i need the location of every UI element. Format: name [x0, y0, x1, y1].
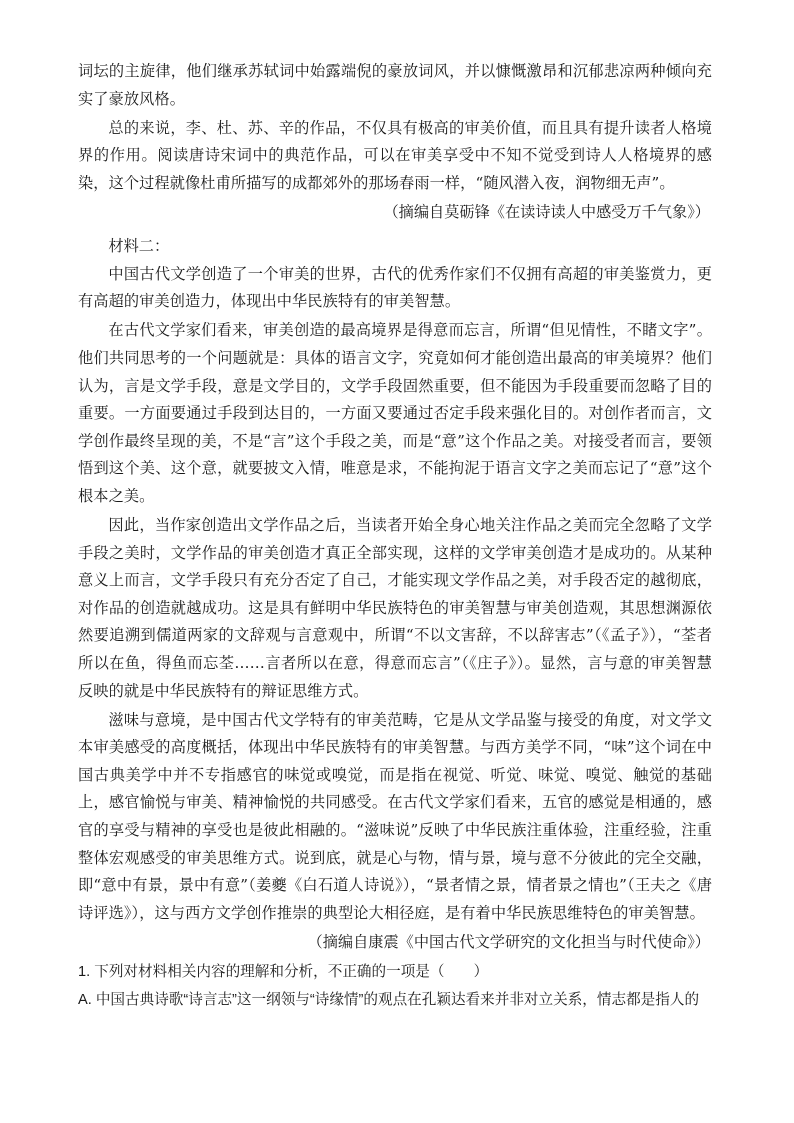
paragraph-material-2-1: 中国古代文学创造了一个审美的世界，古代的优秀作家们不仅拥有高超的审美鉴赏力，更有高超的审美创造力，体现出中华民族特有的审美智慧。: [78, 264, 712, 311]
question-1-stem: 1. 下列对材料相关内容的理解和分析，不正确的一项是（ ）: [78, 964, 489, 980]
source-citation-2: （摘编自康震《中国古代文学研究的文化担当与时代使命》）: [307, 933, 710, 952]
paragraph-summary: 总的来说，李、杜、苏、辛的作品，不仅具有极高的审美价值，而且具有提升读者人格境界的作用。阅读唐诗宋词中的典范作品，可以在审美享受中不知不觉受到诗人人格境界的感染，这个过程就像杜甫所描写的成都郊外的那场春雨一样，“随风潜入夜，润物细无声”。: [78, 118, 712, 192]
paragraph-continuation: 词坛的主旋律，他们继承苏轼词中始露端倪的豪放词风，并以慷慨激昂和沉郁悲凉两种倾向充实了豪放风格。: [78, 62, 712, 108]
material-2-label: 材料二：: [108, 237, 170, 256]
paragraph-material-2-3: 因此，当作家创造出文学作品之后，当读者开始全身心地关注作品之美而完全忽略了文学手段之美时，文学作品的审美创造才真正全部实现，这样的文学审美创造才是成功的。从某种意义上而言，文学手段只有充分否定了自己，才能实现文学作品之美，对手段否定的越彻底，对作品的创造就越成功。这是具有鲜明中华民族特色的审美智慧与审美创造观，其思想渊源依然要追溯到儒道两家的文辞观与言意观中，所谓“不以文害辞，不以辞害志”（《孟子》），“荃者所以在鱼，得鱼而忘荃……言者所以在意，得意而忘言”（《庄子》）。显然，言与意的审美智慧反映的就是中华民族特有的辩证思维方式。: [78, 516, 712, 700]
source-citation-1: （摘编自莫砺锋《在读诗读人中感受万千气象》）: [383, 203, 710, 222]
question-1-option-a: A. 中国古典诗歌“诗言志”这一纲领与“诗缘情”的观点在孔颖达看来并非对立关系，情志都是指人的: [78, 991, 700, 1008]
paragraph-material-2-4: 滋味与意境，是中国古代文学特有的审美范畴，它是从文学品鉴与接受的角度，对文学文本审美感受的高度概括，体现出中华民族特有的审美智慧。与西方美学不同，“味”这个词在中国古典美学中并不专指感官的味觉或嗅觉，而是指在视觉、听觉、味觉、嗅觉、触觉的基础上，感官愉悦与审美、精神愉悦的共同感受。在古代文学家们看来，五官的感觉是相通的，感官的享受与精神的享受也是彼此相融的。“滋味说”反映了中华民族注重体验，注重经验，注重整体宏观感受的审美思维方式。说到底，就是心与物，情与景，境与意不分彼此的完全交融，即“意中有景，景中有意”（姜夔《白石道人诗说》），“景者情之景，情者景之情也”（王夫之《唐诗评选》），这与西方文学创作推崇的典型论大相径庭，是有着中华民族思维特色的审美智慧。: [78, 710, 712, 922]
paragraph-material-2-2: 在古代文学家们看来，审美创造的最高境界是得意而忘言，所谓“但见情性，不睹文字”。他们共同思考的一个问题就是：具体的语言文字，究竟如何才能创造出最高的审美境界？他们认为，言是文学手段，意是文学目的，文学手段固然重要，但不能因为手段重要而忽略了目的重要。一方面要通过手段到达目的，一方面又要通过否定手段来强化目的。对创作者而言，文学创作最终呈现的美，不是“言”这个手段之美，而是“意”这个作品之美。对接受者而言，要领悟到这个美、这个意，就要披文入情，唯意是求，不能拘泥于语言文字之美而忘记了“意”这个根本之美。: [78, 321, 712, 505]
document-body: [78, 58, 712, 1014]
